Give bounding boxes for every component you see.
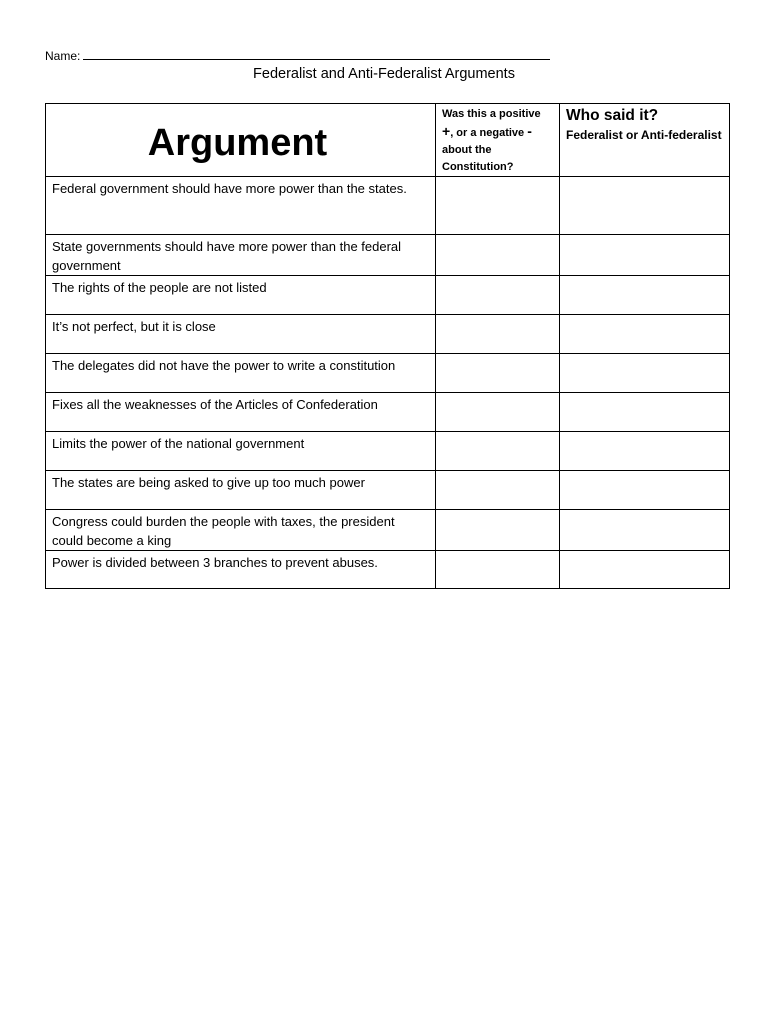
who-said-it-answer-cell[interactable]	[560, 276, 730, 315]
positive-negative-answer-cell[interactable]	[436, 510, 560, 551]
argument-cell: It’s not perfect, but it is close	[46, 315, 436, 354]
argument-header-label: Argument	[147, 121, 328, 164]
who-said-it-answer-cell[interactable]	[560, 551, 730, 589]
argument-cell: Limits the power of the national government	[46, 432, 436, 471]
document-title	[0, 66, 768, 82]
title-text: Federalist and Anti-Federalist Arguments	[253, 66, 515, 82]
minus-sign: -	[527, 123, 532, 139]
positive-negative-answer-cell[interactable]	[436, 276, 560, 315]
table-row	[46, 177, 730, 235]
argument-header	[46, 104, 436, 177]
argument-cell: The states are being asked to give up too much power	[46, 471, 436, 510]
who-header-sub: Federalist or Anti-federalist	[566, 128, 722, 142]
positive-negative-answer-cell[interactable]	[436, 393, 560, 432]
table-row	[46, 276, 730, 315]
who-said-it-answer-cell[interactable]	[560, 393, 730, 432]
positive-negative-answer-cell[interactable]	[436, 235, 560, 276]
who-said-it-answer-cell[interactable]	[560, 432, 730, 471]
positive-header-line2: , or a negative	[450, 127, 528, 139]
who-said-it-answer-cell[interactable]	[560, 315, 730, 354]
positive-negative-answer-cell[interactable]	[436, 354, 560, 393]
argument-cell: The delegates did not have the power to write a constitution	[46, 354, 436, 393]
table-row	[46, 393, 730, 432]
plus-sign: +	[442, 123, 451, 139]
table-row	[46, 510, 730, 551]
positive-header-line1: Was this a positive	[442, 108, 541, 120]
positive-negative-header	[436, 104, 560, 177]
positive-negative-answer-cell[interactable]	[436, 432, 560, 471]
table-row	[46, 471, 730, 510]
who-said-it-answer-cell[interactable]	[560, 235, 730, 276]
argument-cell: The rights of the people are not listed	[46, 276, 436, 315]
who-said-it-answer-cell[interactable]	[560, 177, 730, 235]
who-said-it-header	[560, 104, 730, 177]
positive-negative-answer-cell[interactable]	[436, 315, 560, 354]
table-row	[46, 315, 730, 354]
argument-cell: Power is divided between 3 branches to prevent abuses.	[46, 551, 436, 589]
table-row	[46, 551, 730, 589]
header-row	[46, 104, 730, 177]
argument-cell: Congress could burden the people with taxes, the president could become a king	[46, 510, 436, 551]
name-blank-line[interactable]	[83, 47, 550, 60]
positive-negative-answer-cell[interactable]	[436, 551, 560, 589]
table-row	[46, 235, 730, 276]
positive-negative-answer-cell[interactable]	[436, 471, 560, 510]
argument-cell: State governments should have more power than the federal government	[46, 235, 436, 276]
table-row	[46, 354, 730, 393]
who-said-it-answer-cell[interactable]	[560, 510, 730, 551]
positive-header-line3: about the Constitution?	[442, 144, 514, 173]
name-label: Name:	[45, 49, 81, 63]
table-row	[46, 432, 730, 471]
who-said-it-answer-cell[interactable]	[560, 471, 730, 510]
name-field[interactable]	[45, 47, 550, 63]
argument-cell: Fixes all the weaknesses of the Articles of Confederation	[46, 393, 436, 432]
argument-cell: Federal government should have more power than the states.	[46, 177, 436, 235]
arguments-table	[45, 103, 730, 589]
who-said-it-answer-cell[interactable]	[560, 354, 730, 393]
positive-negative-answer-cell[interactable]	[436, 177, 560, 235]
who-header-label: Who said it?	[566, 107, 659, 124]
